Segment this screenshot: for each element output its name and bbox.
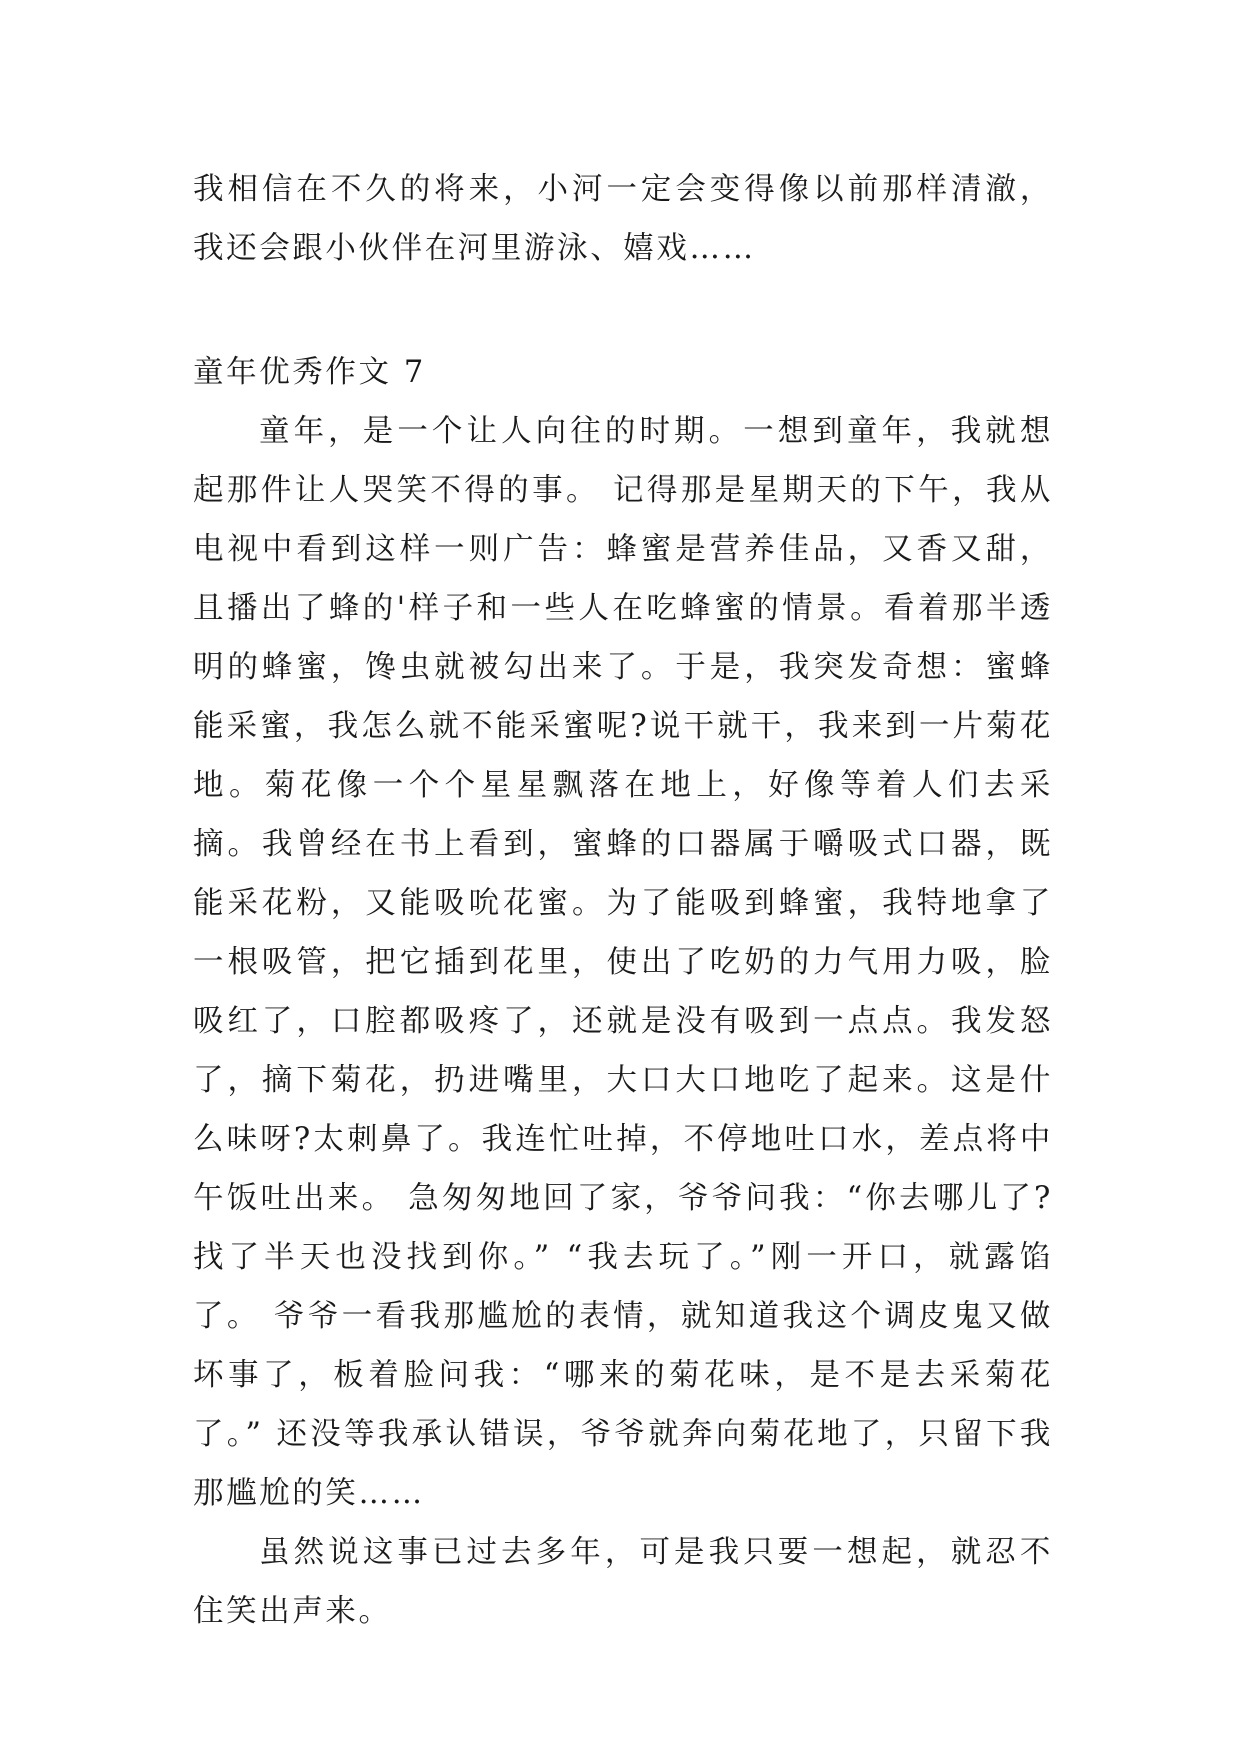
closing-paragraph: 我相信在不久的将来，小河一定会变得像以前那样清澈，我还会跟小伙伴在河里游泳、嬉戏…… (193, 172, 1053, 266)
essay-paragraph: 童年，是一个让人向往的时期。一想到童年，我就想起那件让人哭笑不得的事。 记得那是星期天的下午，我从电视中看到这样一则广告：蜂蜜是营养佳品，又香又甜，且播出了蜂的'样子和一些人在吃蜂蜜的情景。看着那半透明的蜂蜜，馋虫就被勾出来了。于是，我突发奇想：蜜蜂能采蜜，我怎么就不能采蜜呢?说干就干，我来到一片菊花地。菊花像一个个星星飘落在地上，好像等着人们去采摘。我曾经在书上看到，蜜蜂的口器属于嚼吸式口器，既能采花粉，又能吸吮花蜜。为了能吸到蜂蜜，我特地拿了一根吸管，把它插到花里，使出了吃奶的力气用力吸，脸吸红了，口腔都吸疼了，还就是没有吸到一点点。我发怒了，摘下菊花，扔进嘴里，大口大口地吃了起来。这是什么味呀?太刺鼻了。我连忙吐掉，不停地吐口水，差点将中午饭吐出来。 急匆匆地回了家，爷爷问我：“你去哪儿了?找了半天也没找到你。” “我去玩了。”刚一开口，就露馅了。 爷爷一看我那尴尬的表情，就知道我这个调皮鬼又做坏事了，板着脸问我：“哪来的菊花味，是不是去采菊花了。” 还没等我承认错误，爷爷就奔向菊花地了，只留下我那尴尬的笑…… (193, 414, 1053, 1511)
previous-section-paragraph (193, 160, 1053, 278)
essay-title: 童年优秀作文 7 (193, 355, 426, 390)
essay-body (193, 402, 1053, 1641)
essay-paragraph: 虽然说这事已过去多年，可是我只要一想起，就忍不住笑出声来。 (193, 1535, 1053, 1629)
essay-heading (193, 343, 1053, 402)
